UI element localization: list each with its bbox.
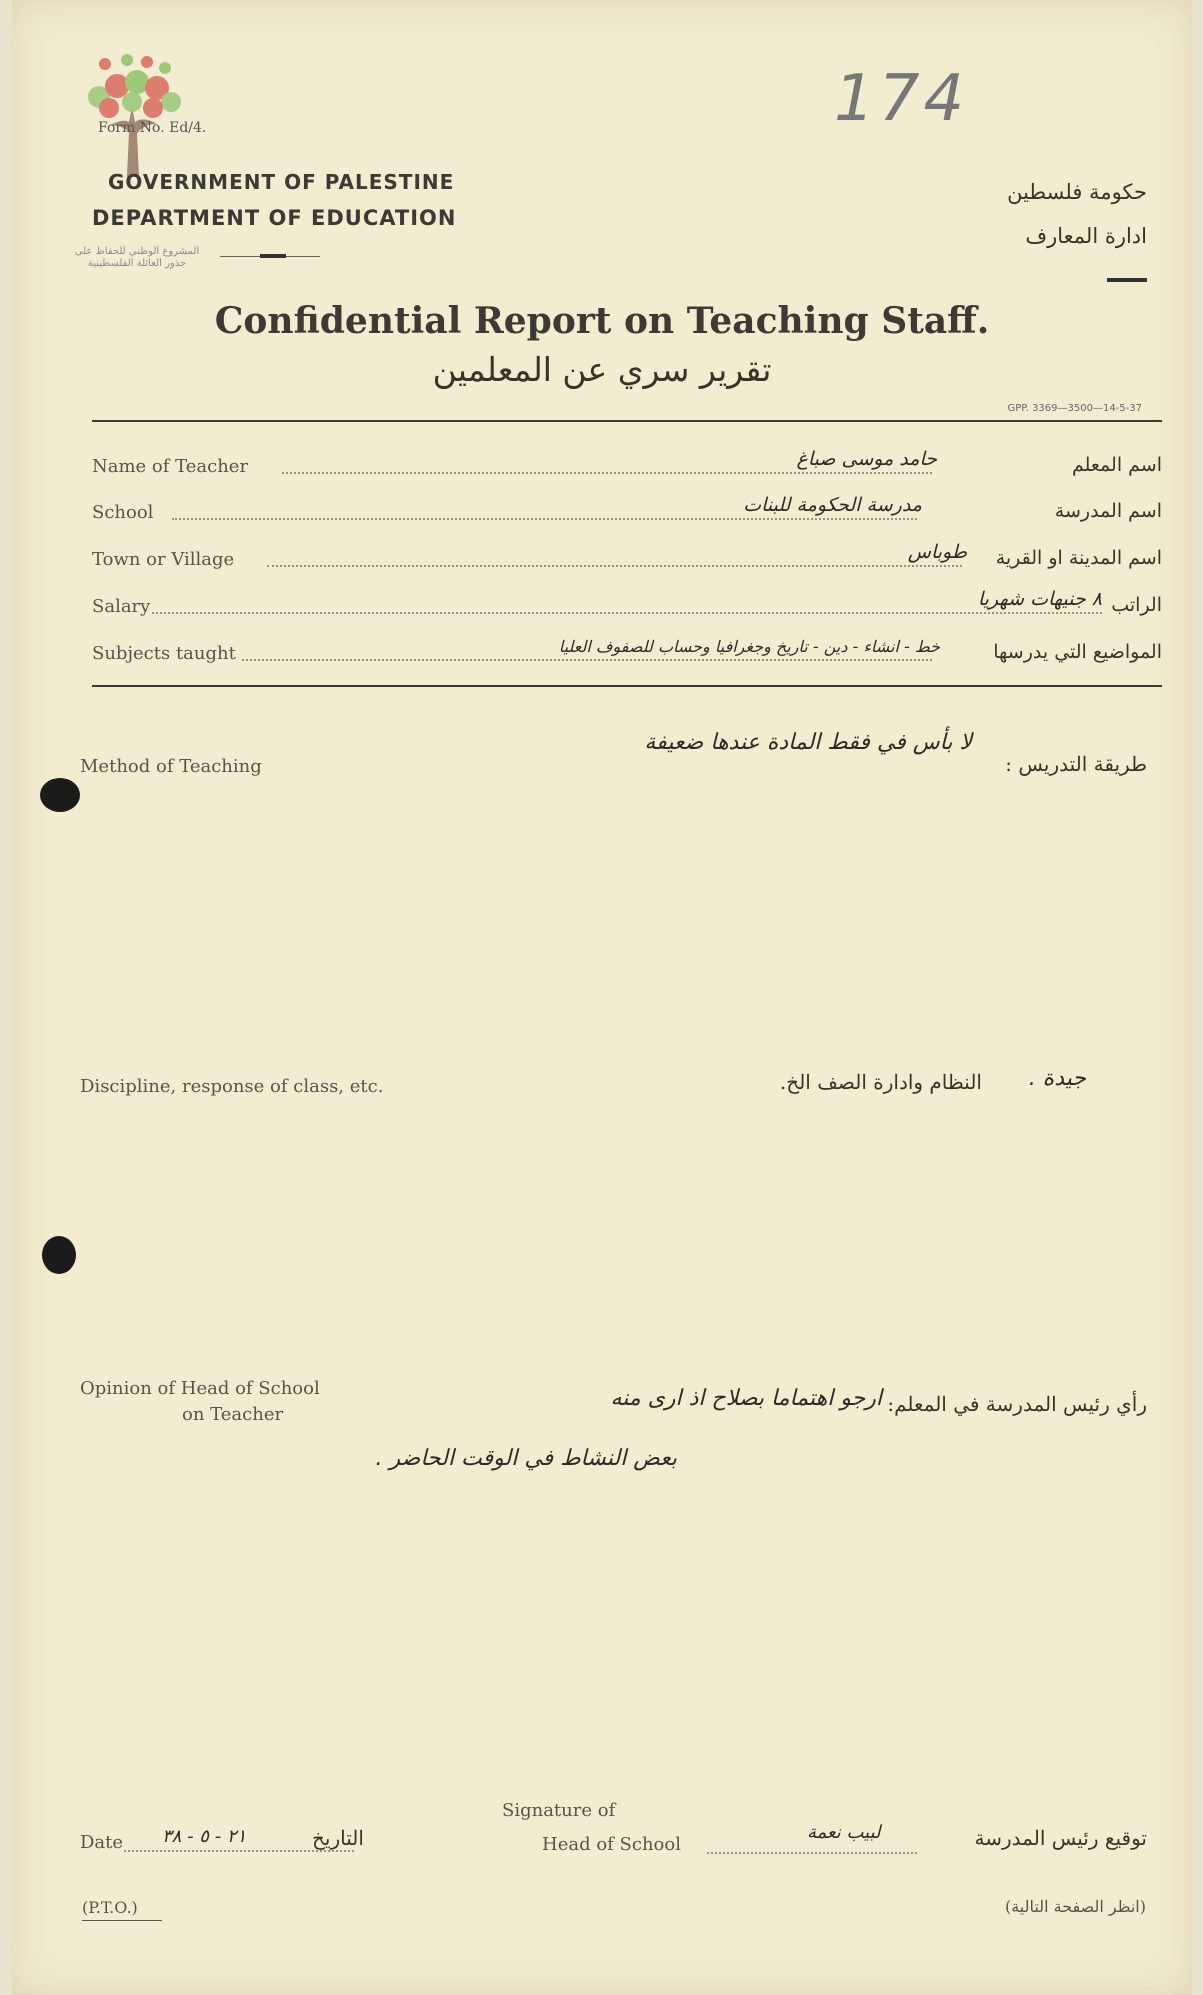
divider <box>82 1920 162 1921</box>
pto-note: (P.T.O.) <box>82 1898 138 1917</box>
field-label: Subjects taught <box>92 643 236 664</box>
next-page-note: (انظر الصفحة التالية) <box>1004 1897 1146 1916</box>
discipline-value: جيدة . <box>1028 1066 1086 1091</box>
family-tree-logo <box>77 52 187 177</box>
discipline-label: Discipline, response of class, etc. <box>80 1076 384 1097</box>
field-value: ٨ جنيهات شهريا <box>977 588 1102 610</box>
divider <box>92 685 1162 687</box>
field-label-arabic: اسم المدرسة <box>1054 500 1162 522</box>
field-value: حامد موسى صباغ <box>796 448 937 470</box>
punch-hole <box>40 778 80 812</box>
divider <box>92 420 1162 422</box>
department-heading-arabic: ادارة المعارف <box>1025 224 1147 248</box>
field-label-arabic: الراتب <box>1111 594 1162 616</box>
field-value: مدرسة الحكومة للبنات <box>743 494 922 516</box>
report-page <box>12 0 1192 1995</box>
field-row-subjects <box>92 635 1162 671</box>
department-heading: DEPARTMENT OF EDUCATION <box>92 206 457 230</box>
opinion-label: Opinion of Head of School <box>80 1378 320 1399</box>
divider <box>1107 278 1147 282</box>
government-heading-arabic: حكومة فلسطين <box>1007 180 1147 204</box>
divider <box>260 254 286 258</box>
opinion-label-arabic: رأي رئيس المدرسة في المعلم: <box>887 1392 1147 1416</box>
signature-label-arabic: توقيع رئيس المدرسة <box>974 1826 1147 1850</box>
signature-label-line2: Head of School <box>542 1834 681 1855</box>
field-row-town <box>92 541 1162 577</box>
method-label-arabic: طريقة التدريس : <box>1005 752 1147 776</box>
field-row-school <box>92 494 1162 530</box>
method-label: Method of Teaching <box>80 756 262 777</box>
field-label: Name of Teacher <box>92 456 249 477</box>
print-code: GPP. 3369—3500—14-5-37 <box>1007 403 1142 414</box>
date-label: Date <box>80 1832 124 1853</box>
field-label-arabic: اسم المدينة او القرية <box>995 547 1162 569</box>
opinion-value-line2: بعض النشاط في الوقت الحاضر . <box>375 1446 677 1471</box>
field-label: Town or Village <box>92 549 235 570</box>
date-label-arabic: التاريخ <box>312 1826 364 1850</box>
field-label: School <box>92 502 154 523</box>
field-value: خط - انشاء - دين - تاريخ وجغرافيا وحساب للصفوف العليا <box>558 637 940 656</box>
opinion-value-line1: ارجو اهتماما بصلاح اذ ارى منه <box>610 1386 882 1411</box>
opinion-label-line2: on Teacher <box>182 1404 284 1425</box>
report-title: Confidential Report on Teaching Staff. <box>214 300 990 342</box>
form-number: Form No. Ed/4. <box>98 120 207 136</box>
report-title-arabic: تقرير سري عن المعلمين <box>432 350 772 389</box>
punch-hole <box>42 1236 76 1274</box>
field-value: طوباس <box>907 541 967 563</box>
field-row-salary <box>92 588 1162 624</box>
signature-value: لبيب نعمة <box>807 1822 881 1843</box>
page-number: 174 <box>834 62 969 136</box>
field-label-arabic: اسم المعلم <box>1071 454 1162 476</box>
method-value: لا بأس في فقط المادة عندها ضعيفة <box>644 730 972 755</box>
signature-label: Signature of <box>502 1800 616 1821</box>
field-label: Salary <box>92 596 151 617</box>
logo-caption: المشروع الوطني للحفاظ على جذور العائلة الفلسطينية <box>74 246 200 269</box>
discipline-label-arabic: النظام وادارة الصف الخ. <box>779 1070 982 1094</box>
date-value: ٢١ - ٥ - ٣٨ <box>162 1826 247 1847</box>
field-label-arabic: المواضيع التي يدرسها <box>993 641 1162 663</box>
government-heading: GOVERNMENT OF PALESTINE <box>108 170 455 194</box>
field-row-teacher-name <box>92 448 1162 484</box>
